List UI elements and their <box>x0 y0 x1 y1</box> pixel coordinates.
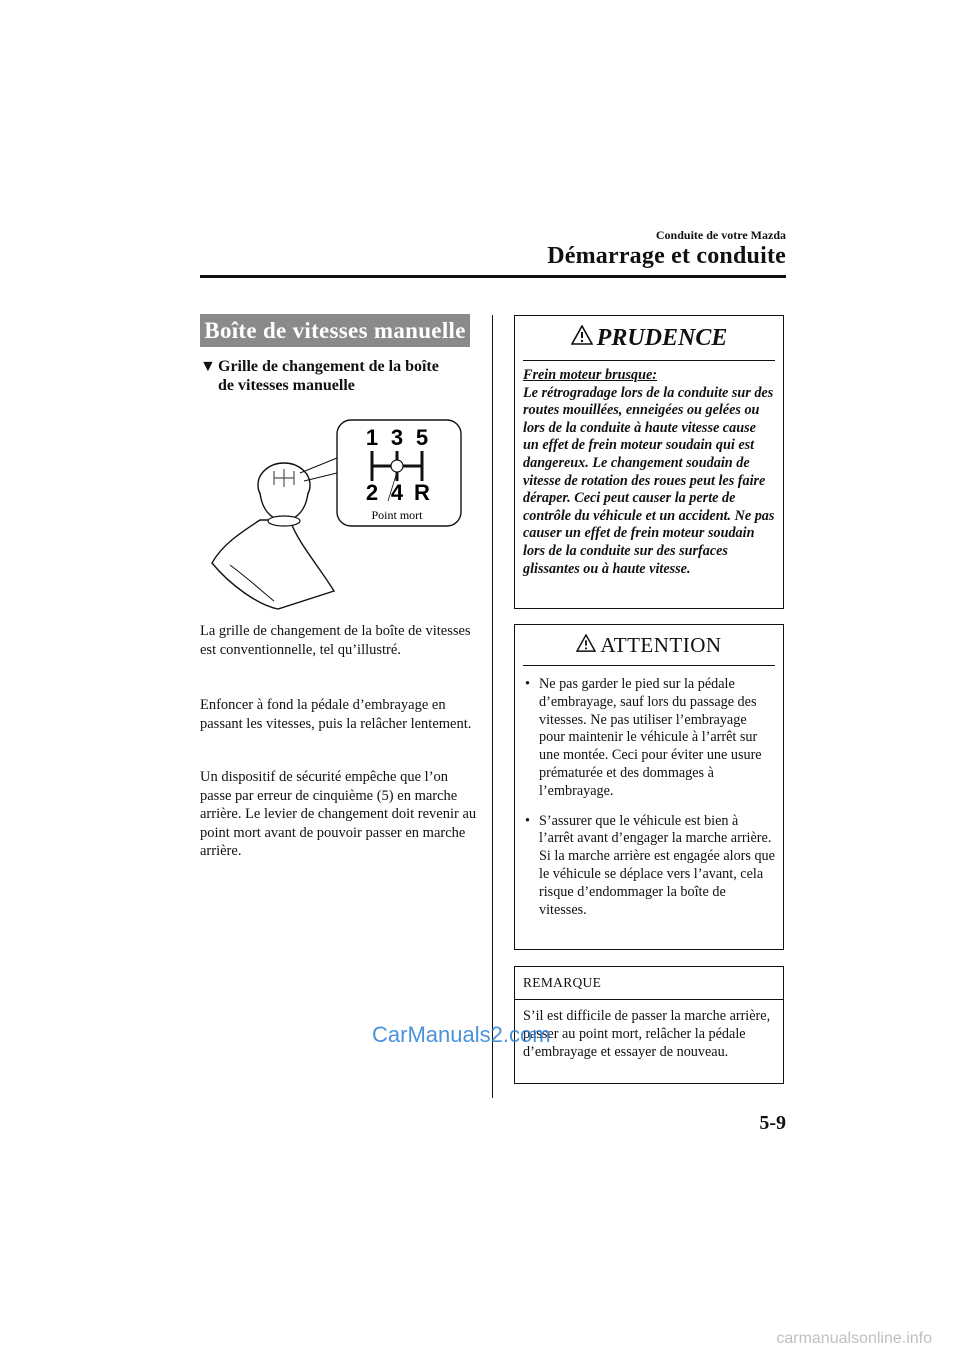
attention-item-2-continued: Si la marche arrière est engagée alors que le véhicule se déplace vers l’avant, cela risque d’endommager la boîte de vitesses. <box>539 848 775 918</box>
gear-shift-illustration <box>200 415 480 615</box>
gear-label-r: R <box>414 480 430 505</box>
attention-title: ATTENTION <box>600 632 722 657</box>
gear-label-3: 3 <box>390 425 404 450</box>
attention-header <box>515 625 783 665</box>
bullet-icon: • <box>525 812 530 829</box>
bullet-icon: • <box>525 676 530 692</box>
warning-triangle-icon <box>571 325 593 352</box>
shift-boot <box>212 520 334 609</box>
header-divider <box>200 275 786 278</box>
prudence-text: Le rétrogradage lors de la conduite sur des routes mouillées, enneigées ou gelées ou lors de la conduite à haute vitesse cause un effet de frein moteur soudain qui est dangereux. Le changement soudain de vitesse de rotation des roues peut les faire déraper. Ceci peut causer la perte de contrôle du véhicule et un accident. Ne pas causer un effet de frein moteur soudain lors de la conduite sur des surfaces glissantes ou à haute vitesse. <box>523 384 775 577</box>
prudence-box <box>514 315 784 609</box>
list-item <box>523 813 775 920</box>
page-number: 5-9 <box>759 1112 786 1134</box>
remarque-title: REMARQUE <box>515 967 783 1000</box>
gear-label-2: 2 <box>365 480 379 505</box>
prudence-header <box>515 316 783 360</box>
paragraph-3: Un dispositif de sécurité empêche que l’on passe par erreur de cinquième (5) en marche arrière. Le levier de changement doit revenir au point mort avant de pouvoir passer en marche arrière. <box>200 769 477 859</box>
attention-item-1: Ne pas garder le pied sur la pédale d’embrayage, sauf lors du passage des vitesses. Ne pas utiliser l’embrayage pour maintenir le véhicule à l’arrêt sur une montée. Ceci pour éviter une usure prématurée et des dommages à l’embrayage. <box>539 676 762 799</box>
remarque-text: S’il est difficile de passer la marche arrière, passer au point mort, relâcher la pédale d’embrayage et essayer de nouveau. <box>523 1008 771 1060</box>
column-divider <box>492 315 493 1098</box>
attention-list <box>515 666 783 927</box>
online-watermark: carmanualsonline.info <box>776 1330 932 1347</box>
section-heading-line1: Grille de changement de la boîte <box>218 358 439 375</box>
prudence-subtitle: Frein moteur brusque: <box>523 367 658 383</box>
section-heading <box>200 357 480 395</box>
paragraph-1: La grille de changement de la boîte de vitesses est conventionnelle, tel qu’illustré. <box>200 623 471 658</box>
remarque-box <box>514 966 784 1084</box>
neutral-label: Point mort <box>371 508 423 522</box>
shift-pattern-figure <box>200 415 480 615</box>
warning-triangle-icon <box>576 633 596 658</box>
gear-label-1: 1 <box>365 425 379 450</box>
gear-label-4: 4 <box>390 480 404 505</box>
prudence-body <box>515 361 783 588</box>
neutral-marker <box>391 460 403 472</box>
attention-item-2: S’assurer que le véhicule est bien à l’arrêt avant d’engager la marche arrière. <box>539 812 772 847</box>
prudence-title: PRUDENCE <box>596 324 728 351</box>
carmanuals-watermark: CarManuals2.com <box>372 1022 551 1047</box>
chapter-label: Conduite de votre Mazda <box>655 228 786 242</box>
list-item <box>523 676 775 801</box>
triangle-down-icon: ▼ <box>200 358 216 375</box>
attention-box <box>514 624 784 950</box>
page-title: Démarrage et conduite <box>547 243 786 269</box>
gear-label-5: 5 <box>415 425 429 450</box>
section-heading-line2: de vitesses manuelle <box>218 377 355 394</box>
section-banner: Boîte de vitesses manuelle <box>200 314 470 347</box>
paragraph-2: Enfoncer à fond la pédale d’embrayage en passant les vitesses, puis la relâcher lentement. <box>200 697 472 732</box>
